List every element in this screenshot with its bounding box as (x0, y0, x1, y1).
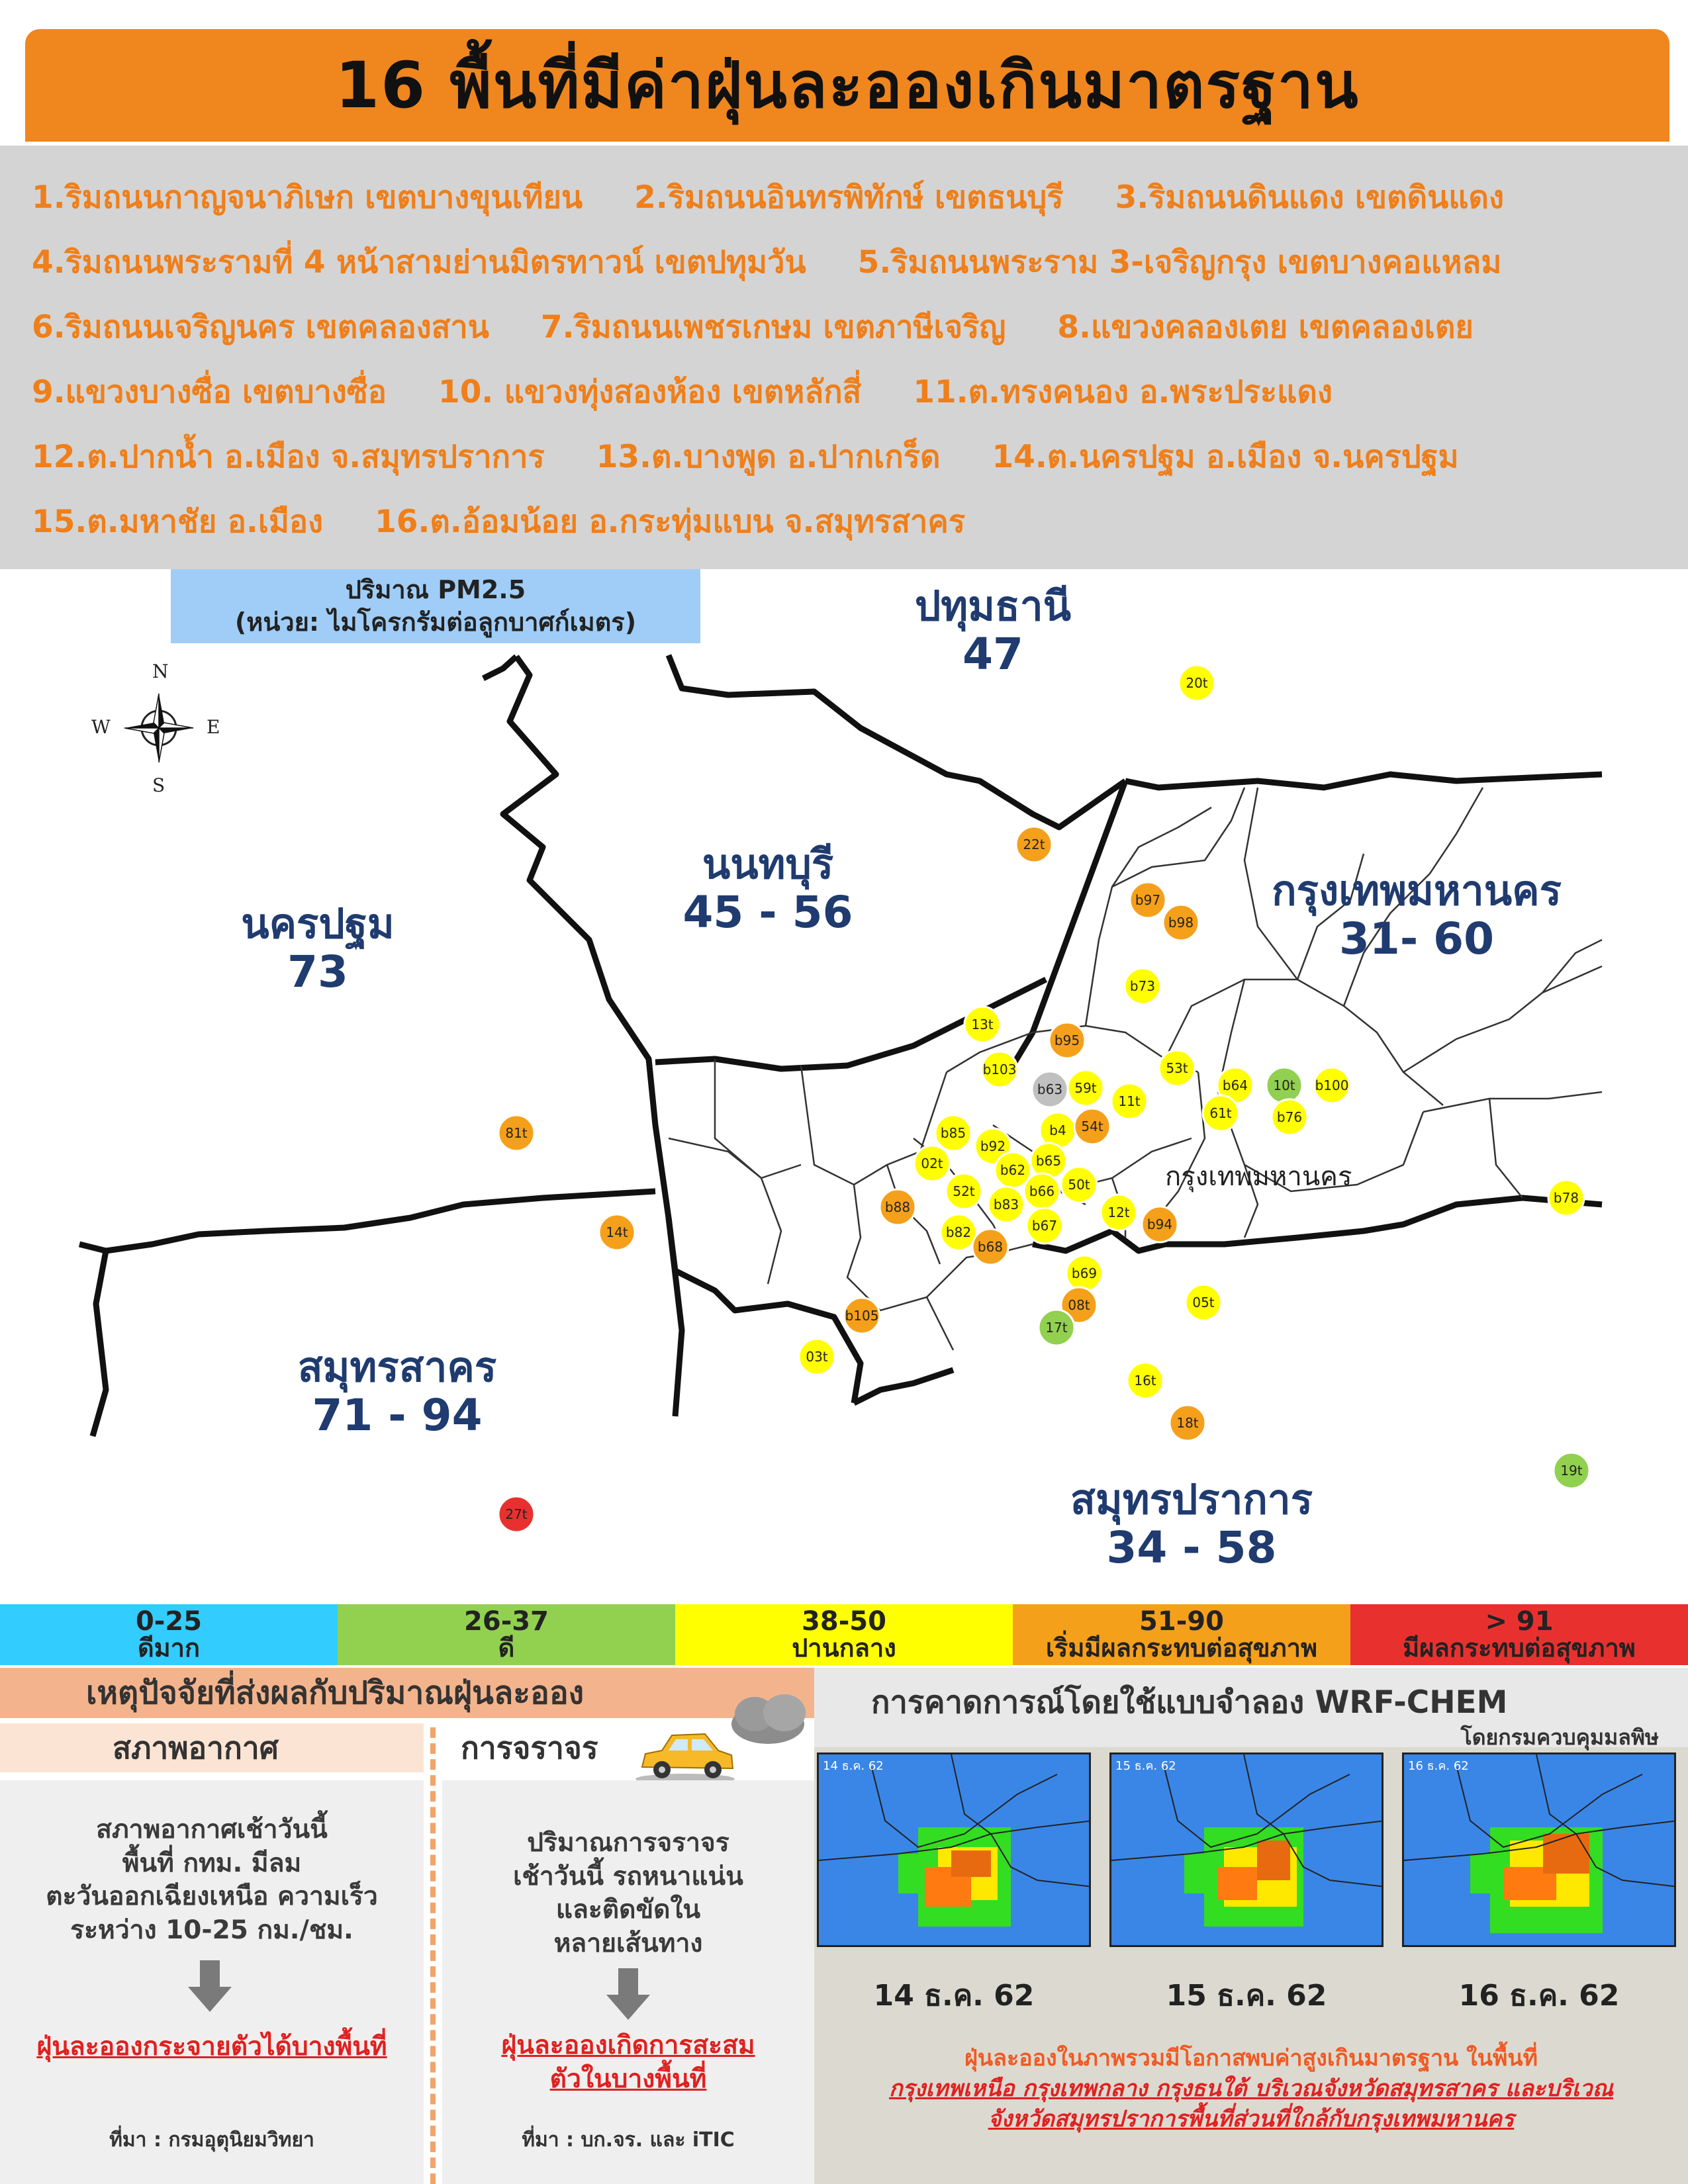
area-item: 12.ต.ปากน้ำ อ.เมือง จ.สมุทรปราการ (32, 439, 545, 475)
forecast-panel (814, 1668, 1688, 2184)
areas-row (32, 302, 1525, 351)
station-marker-03t[interactable] (799, 1339, 835, 1375)
station-marker-16t[interactable] (1127, 1363, 1163, 1398)
compass-icon (124, 694, 193, 762)
station-label: b64 (1222, 1077, 1248, 1093)
province-pathumthani: ปทุมธานี 47 (914, 582, 1072, 680)
areas-row (32, 432, 1511, 481)
station-marker-12t[interactable] (1101, 1195, 1137, 1230)
forecast-date: 16 ธ.ค. 62 (1458, 1979, 1620, 2013)
station-marker-b88[interactable] (880, 1189, 915, 1225)
station-label: b97 (1135, 892, 1161, 908)
station-label: 18t (1176, 1415, 1199, 1431)
forecast-header (814, 1668, 1688, 1750)
station-marker-52t[interactable] (946, 1173, 982, 1209)
station-label: 08t (1068, 1297, 1090, 1313)
station-marker-b67[interactable] (1027, 1208, 1062, 1244)
station-marker-18t[interactable] (1170, 1405, 1205, 1441)
station-label: b76 (1276, 1109, 1303, 1125)
area-item: 9.แขวงบางซื่อ เขตบางซื่อ (32, 374, 387, 410)
traffic-result: ฝุ่นละอองเกิดการสะสม ตัวในบางพื้นที่ (501, 2030, 755, 2094)
station-label: 52t (953, 1183, 975, 1199)
station-marker-13t[interactable] (964, 1007, 1000, 1042)
pm25-map (0, 569, 1688, 1602)
weather-box (0, 1780, 424, 2184)
station-marker-61t[interactable] (1203, 1095, 1239, 1131)
area-item: 16.ต.อ้อมน้อย อ.กระทุ่มแบน จ.สมุทรสาคร (375, 504, 966, 540)
areas-row (32, 367, 1384, 416)
weather-description: สภาพอากาศเช้าวันนี้ พื้นที่ กทม. มีลม ตะวันออกเฉียงเหนือ ความเร็ว ระหว่าง 10-25 กม./ชม. (46, 1815, 378, 1946)
traffic-box (442, 1780, 814, 2184)
station-marker-b66[interactable] (1024, 1173, 1060, 1209)
station-marker-81t[interactable] (498, 1115, 534, 1151)
station-label: b95 (1054, 1032, 1080, 1048)
station-label: b69 (1071, 1265, 1098, 1281)
station-label: 54t (1081, 1118, 1103, 1134)
compass-east: E (207, 716, 220, 738)
station-marker-b78[interactable] (1548, 1180, 1584, 1216)
area-item: 1.ริมถนนกาญจนาภิเษก เขตบางขุนเทียน (32, 179, 583, 216)
map-boundaries (0, 569, 1688, 1602)
station-label: b100 (1315, 1077, 1349, 1093)
forecast-map-graphic (1111, 1754, 1383, 1947)
exceeding-areas-list (0, 146, 1688, 569)
forecast-map-graphic (1404, 1754, 1676, 1947)
station-label: b98 (1168, 915, 1194, 931)
station-label: 20t (1186, 675, 1208, 691)
station-label: b103 (982, 1062, 1017, 1077)
station-label: 16t (1134, 1373, 1156, 1388)
station-label: b67 (1031, 1218, 1058, 1234)
station-label: b85 (940, 1125, 966, 1141)
province-nakhonpathom: นครปฐม 73 (241, 899, 395, 998)
area-item: 6.ริมถนนเจริญนคร เขตคลองสาน (32, 309, 489, 345)
area-item: 5.ริมถนนพระราม 3-เจริญกรุง เขตบางคอแหลม (857, 244, 1502, 281)
area-item: 14.ต.นครปฐม อ.เมือง จ.นครปฐม (992, 439, 1459, 475)
station-marker-59t[interactable] (1068, 1070, 1103, 1106)
station-marker-b65[interactable] (1031, 1143, 1066, 1179)
station-label: b65 (1035, 1153, 1062, 1169)
factors-title: เหตุปัจจัยที่ส่งผลกับปริมาณฝุ่นละออง (0, 1668, 814, 1718)
panel-divider (430, 1727, 436, 2184)
station-label: 13t (971, 1017, 994, 1032)
area-item: 15.ต.มหาชัย อ.เมือง (32, 504, 324, 540)
station-label: b68 (977, 1239, 1004, 1255)
station-label: b82 (945, 1224, 972, 1240)
station-label: b83 (993, 1197, 1019, 1212)
forecast-map (1402, 1752, 1676, 1947)
station-marker-b82[interactable] (941, 1214, 976, 1250)
province-samutprakan: สมุทรปราการ 34 - 58 (1070, 1475, 1313, 1574)
station-label: b105 (845, 1308, 879, 1324)
pm25-unit-box (171, 569, 700, 643)
weather-result: ฝุ่นละอองกระจายตัวได้บางพื้นที่ (36, 2032, 387, 2062)
station-label: 11t (1118, 1093, 1141, 1109)
station-marker-b69[interactable] (1066, 1255, 1102, 1291)
forecast-map (817, 1752, 1091, 1947)
forecast-map-date-label: 14 ธ.ค. 62 (823, 1759, 884, 1773)
station-marker-20t[interactable] (1179, 665, 1215, 701)
station-marker-02t[interactable] (914, 1146, 950, 1181)
station-label: 02t (921, 1156, 943, 1171)
pm25-unit-desc: (หน่วย: ไมโครกรัมต่อลูกบาศก์เมตร) (234, 608, 637, 637)
station-markers (498, 665, 1589, 1532)
station-label: 05t (1192, 1295, 1215, 1310)
arrow-down-icon (187, 1960, 233, 2013)
area-item: 10. แขวงทุ่งสองห้อง เขตหลักสี่ (438, 374, 862, 410)
station-marker-b103[interactable] (982, 1052, 1017, 1087)
legend-very-good: 0-25 ดีมาก (0, 1604, 338, 1665)
station-label: 14t (606, 1224, 628, 1240)
forecast-map-date-label: 16 ธ.ค. 62 (1408, 1759, 1469, 1773)
station-marker-53t[interactable] (1159, 1050, 1195, 1086)
station-label: b63 (1037, 1081, 1063, 1097)
bangkok-inner-label: กรุงเทพมหานคร (1165, 1161, 1352, 1192)
province-samutsakhon: สมุทรสาคร 71 - 94 (297, 1343, 497, 1441)
station-label: 53t (1166, 1060, 1188, 1076)
station-marker-27t[interactable] (498, 1496, 534, 1532)
station-marker-11t[interactable] (1111, 1083, 1147, 1119)
station-label: 19t (1560, 1463, 1583, 1479)
page-title: 16 พื้นที่มีค่าฝุ่นละอองเกินมาตรฐาน (335, 48, 1360, 122)
area-item: 2.ริมถนนอินทรพิทักษ์ เขตธนบุรี (634, 179, 1064, 216)
forecast-note: ฝุ่นละอองในภาพรวมมีโอกาสพบค่าสูงเกินมาตรฐาน ในพื้นที่ กรุงเทพเหนือ กรุงเทพกลาง กรุงธนใต้ บริเวณจังหวัดสมุทรสาคร และบริเวณ จังหวัดสมุทรปราการพื้นที่ส่วนที่ใกล้กับกรุงเทพมหานคร (888, 2045, 1614, 2132)
station-label: 59t (1074, 1080, 1097, 1096)
station-label: 81t (505, 1125, 528, 1141)
car-icon (632, 1721, 738, 1787)
areas-row (32, 496, 1017, 546)
station-label: b78 (1553, 1190, 1579, 1206)
station-marker-50t[interactable] (1061, 1167, 1097, 1203)
forecast-date: 15 ธ.ค. 62 (1166, 1979, 1327, 2013)
area-item: 3.ริมถนนดินแดง เขตดินแดง (1115, 179, 1505, 216)
area-item: 13.ต.บางพูด อ.ปากเกร็ด (596, 439, 941, 475)
areas-row (32, 172, 1556, 222)
compass-west: W (91, 716, 111, 738)
station-label: 03t (806, 1349, 828, 1365)
area-item: 4.ริมถนนพระรามที่ 4 หน้าสามย่านมิตรทาวน์ เขตปทุมวัน (32, 244, 806, 281)
station-label: b94 (1147, 1216, 1173, 1232)
legend-moderate: 38-50 ปานกลาง (675, 1604, 1013, 1665)
station-label: b92 (980, 1138, 1006, 1154)
station-label: 61t (1209, 1105, 1232, 1121)
traffic-heading: การจราจร (461, 1729, 598, 1766)
station-marker-19t[interactable] (1554, 1453, 1589, 1488)
station-marker-b100[interactable] (1314, 1068, 1350, 1103)
pm25-legend (0, 1604, 1688, 1665)
station-marker-b63[interactable] (1032, 1071, 1068, 1107)
station-marker-b83[interactable] (988, 1187, 1024, 1222)
station-marker-10t[interactable] (1266, 1068, 1302, 1103)
compass-south: S (152, 774, 165, 796)
station-marker-17t[interactable] (1039, 1310, 1074, 1345)
factors-panel (0, 1668, 814, 2184)
compass-north: N (152, 660, 169, 682)
weather-source: ที่มา : กรมอุตุนิยมวิทยา (109, 2128, 314, 2152)
station-label: b73 (1129, 978, 1156, 994)
station-marker-22t[interactable] (1016, 827, 1052, 862)
station-label: b4 (1049, 1122, 1066, 1138)
arrow-down-icon (605, 1968, 651, 2021)
station-label: 50t (1068, 1177, 1090, 1193)
station-marker-14t[interactable] (599, 1214, 635, 1250)
title-banner (25, 29, 1669, 142)
forecast-subtitle: โดยกรมควบคุมมลพิษ (1460, 1725, 1659, 1750)
areas-row (32, 237, 1553, 287)
station-label: b66 (1029, 1183, 1055, 1199)
area-item: 7.ริมถนนเพชรเกษม เขตภาษีเจริญ (540, 309, 1006, 345)
legend-starting-effect: 51-90 เริ่มมีผลกระทบต่อสุขภาพ (1013, 1604, 1350, 1665)
station-label: b62 (1000, 1162, 1026, 1178)
station-marker-b68[interactable] (972, 1229, 1008, 1265)
forecast-title: การคาดการณ์โดยใช้แบบจำลอง WRF-CHEM (871, 1684, 1508, 1721)
legend-harmful: > 91 มีผลกระทบต่อสุขภาพ (1350, 1604, 1688, 1665)
traffic-source: ที่มา : บก.จร. และ iTIC (522, 2128, 735, 2152)
station-label: 17t (1045, 1320, 1068, 1336)
station-marker-b94[interactable] (1142, 1206, 1178, 1242)
legend-good: 26-37 ดี (338, 1604, 675, 1665)
station-marker-b97[interactable] (1130, 882, 1166, 918)
station-marker-05t[interactable] (1186, 1285, 1221, 1320)
area-item: 8.แขวงคลองเตย เขตคลองเตย (1057, 309, 1474, 345)
station-label: 27t (505, 1506, 528, 1522)
forecast-map (1109, 1752, 1383, 1947)
station-marker-b95[interactable] (1049, 1023, 1085, 1058)
forecast-date: 14 ธ.ค. 62 (873, 1979, 1035, 2013)
station-label: 12t (1107, 1205, 1130, 1220)
station-label: 22t (1023, 837, 1045, 852)
station-marker-54t[interactable] (1074, 1109, 1110, 1144)
forecast-map-graphic (819, 1754, 1091, 1947)
station-label: b88 (884, 1199, 911, 1215)
station-marker-b73[interactable] (1125, 968, 1160, 1004)
forecast-map-date-label: 15 ธ.ค. 62 (1115, 1759, 1176, 1773)
area-item: 11.ต.ทรงคนอง อ.พระประแดง (913, 374, 1333, 410)
traffic-description: ปริมาณการจราจร เช้าวันนี้ รถหนาแน่น และติดขัดใน หลายเส้นทาง (513, 1828, 743, 1959)
station-marker-b105[interactable] (844, 1298, 880, 1334)
station-marker-b76[interactable] (1272, 1099, 1307, 1135)
station-marker-b85[interactable] (935, 1115, 971, 1151)
pm25-unit-title: ปริมาณ PM2.5 (345, 574, 526, 604)
province-nonthaburi: นนทบุรี 45 - 56 (682, 840, 853, 938)
station-marker-b98[interactable] (1163, 905, 1199, 940)
station-label: 10t (1273, 1077, 1295, 1093)
province-bangkok: กรุงเทพมหานคร 31- 60 (1272, 866, 1562, 965)
weather-heading: สภาพอากาศ (0, 1723, 424, 1772)
